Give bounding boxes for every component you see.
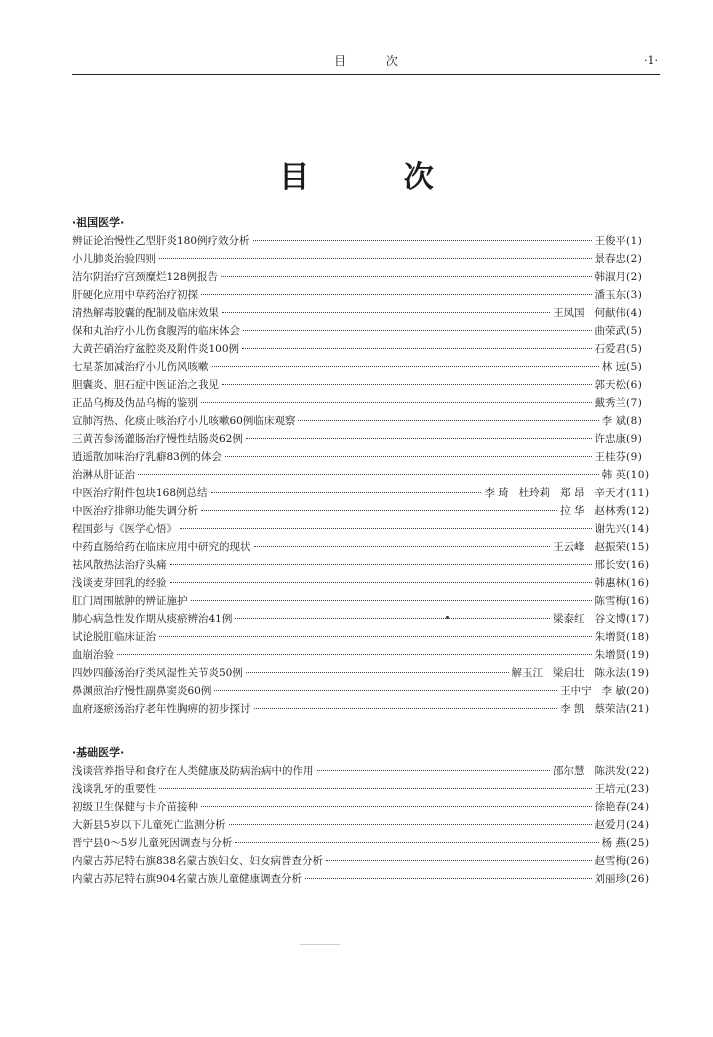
entry-page: (19) <box>626 667 650 679</box>
dot-leader <box>159 782 592 789</box>
entry-title: 大黄芒硝治疗盆腔炎及附件炎100例 <box>72 343 240 355</box>
entry-author: 戴秀兰 <box>594 397 626 409</box>
entry-author: 梁泰红 <box>553 613 585 625</box>
entry-title: 内蒙古苏尼特右旗904名蒙古族儿童健康调查分析 <box>72 873 303 885</box>
entry-author: 辛天才 <box>594 487 626 499</box>
section-tcm <box>72 214 662 718</box>
toc-entry <box>72 268 662 286</box>
toc-entry <box>72 852 662 870</box>
entry-page: (16) <box>626 559 650 571</box>
entry-title: 血崩治验 <box>72 649 114 661</box>
toc-entry <box>72 664 662 682</box>
dot-leader <box>326 854 591 861</box>
entry-title: 鼻渊煎治疗慢性副鼻窦炎60例 <box>72 685 212 697</box>
running-header <box>72 44 660 75</box>
entry-author: 景春忠 <box>594 253 626 265</box>
toc-entry <box>72 232 662 250</box>
toc-entry <box>72 286 662 304</box>
dot-leader <box>253 234 592 241</box>
entry-page: (1) <box>626 235 643 247</box>
entry-author: 王中宁 <box>560 685 592 697</box>
entry-page: (6) <box>626 379 643 391</box>
toc-entry <box>72 816 662 834</box>
toc-entry <box>72 430 662 448</box>
entry-page: (4) <box>626 307 643 319</box>
dot-leader <box>201 504 557 511</box>
dot-leader <box>235 836 598 843</box>
entry-page: (23) <box>626 783 650 795</box>
entry-title: 宣肺泻热、化痰止咳治疗小儿咳嗽60例临床观察 <box>72 415 296 427</box>
dot-leader <box>222 306 550 313</box>
toc-entry <box>72 610 662 628</box>
entry-title: 初级卫生保健与卡介苗接种 <box>72 801 198 813</box>
dot-leader <box>180 522 592 529</box>
entry-page: (17) <box>626 613 650 625</box>
dot-leader <box>246 432 592 439</box>
entry-author: 邢长安 <box>594 559 626 571</box>
entry-title: 祛风散热法治疗头痛 <box>72 559 167 571</box>
entry-author: 梁启壮 <box>553 667 585 679</box>
toc-entry <box>72 700 662 718</box>
entry-author: 郑 昂 <box>560 487 585 499</box>
entry-title: 保和丸治疗小儿伤食腹泻的临床体会 <box>72 325 240 337</box>
entry-author: 石爱君 <box>594 343 626 355</box>
entry-page: (12) <box>626 505 650 517</box>
toc-entry <box>72 762 662 780</box>
entry-page: (2) <box>626 253 643 265</box>
entry-author: 蔡荣洁 <box>594 703 626 715</box>
toc-entry <box>72 798 662 816</box>
dot-leader <box>225 450 592 457</box>
entry-title: 三黄苦参汤灌肠治疗慢性结肠炎62例 <box>72 433 243 445</box>
toc-entry <box>72 556 662 574</box>
entry-author: 杨 燕 <box>601 837 626 849</box>
dot-leader <box>243 324 592 331</box>
entry-page: (3) <box>626 289 643 301</box>
dot-leader <box>317 764 551 771</box>
section-basic-medicine <box>72 744 662 888</box>
entry-author: 朱增贤 <box>594 649 626 661</box>
entry-author: 郭天松 <box>594 379 626 391</box>
entry-author: 李 斌 <box>601 415 626 427</box>
entry-title: 洁尔阴治疗宫颈糜烂128例报告 <box>72 271 219 283</box>
entry-author: 拉 华 <box>560 505 585 517</box>
entry-author: 王俊平 <box>594 235 626 247</box>
dot-leader <box>235 612 550 619</box>
dot-leader <box>254 702 558 709</box>
dot-leader <box>170 576 592 583</box>
entry-page: (14) <box>626 523 650 535</box>
toc-entry <box>72 502 662 520</box>
entry-page: (9) <box>626 451 643 463</box>
toc-entry <box>72 358 662 376</box>
dot-leader <box>201 288 592 295</box>
page-number: ·1· <box>644 54 658 67</box>
entry-title: 血府逐瘀汤治疗老年性胸痹的初步探讨 <box>72 703 251 715</box>
toc-entry <box>72 466 662 484</box>
entry-author: 王凤国 <box>553 307 585 319</box>
dot-leader <box>242 342 591 349</box>
entry-title: 浅谈营养指导和食疗在人类健康及防病治病中的作用 <box>72 765 314 777</box>
entry-author: 韩淑月 <box>594 271 626 283</box>
entry-author: 何献伟 <box>594 307 626 319</box>
entry-author: 杜玲莉 <box>518 487 551 499</box>
entry-author: 陈雪梅 <box>594 595 626 607</box>
dot-leader <box>159 252 592 259</box>
entry-page: (2) <box>626 271 643 283</box>
toc-entry <box>72 322 662 340</box>
entry-title: 试论脱肛临床证治 <box>72 631 156 643</box>
entry-page: (9) <box>626 433 643 445</box>
entry-page: (24) <box>626 819 650 831</box>
entry-author: 潘玉东 <box>594 289 626 301</box>
dot-leader <box>214 684 557 691</box>
entry-title: 中医治疗排卵功能失调分析 <box>72 505 198 517</box>
entry-title: 四妙四藤汤治疗类风湿性关节炎50例 <box>72 667 243 679</box>
entry-page: (22) <box>626 765 650 777</box>
dot-leader <box>138 468 599 475</box>
entry-page: (26) <box>626 855 650 867</box>
entry-page: (8) <box>626 415 643 427</box>
toc-entry <box>72 250 662 268</box>
entry-author: 林 远 <box>601 361 626 373</box>
entry-author: 赵林秀 <box>594 505 626 517</box>
dot-leader <box>229 818 592 825</box>
entry-title: 中医治疗附件包块168例总结 <box>72 487 208 499</box>
entry-author: 朱增贤 <box>594 631 626 643</box>
dot-leader <box>159 630 592 637</box>
entry-title: 小儿肺炎治验四则 <box>72 253 156 265</box>
entry-title: 正品乌梅及伪品乌梅的鉴别 <box>72 397 198 409</box>
entry-author: 王培元 <box>594 783 626 795</box>
entry-title: 肺心病急性发作期从痰瘀辨治41例 <box>72 613 233 625</box>
toc-entries <box>72 232 662 718</box>
entry-author: 解玉江 <box>511 667 543 679</box>
entry-author: 许忠康 <box>594 433 626 445</box>
entry-author: 邵尔慧 <box>553 765 585 777</box>
entry-title: 晋宁县0～5岁儿童死因调查与分析 <box>72 837 233 849</box>
entry-page: (19) <box>626 649 650 661</box>
entry-title: 胆囊炎、胆石症中医证治之我见 <box>72 379 219 391</box>
entry-title: 浅谈乳牙的重要性 <box>72 783 156 795</box>
entry-title: 清热解毒胶囊的配制及临床效果 <box>72 307 219 319</box>
stray-dot <box>446 616 449 619</box>
dot-leader <box>212 360 599 367</box>
entry-page: (26) <box>626 873 650 885</box>
toc-entry <box>72 870 662 888</box>
dot-leader <box>191 594 592 601</box>
entry-author: 李 敏 <box>601 685 626 697</box>
footer-rule <box>300 944 340 945</box>
entry-author: 陈永法 <box>594 667 626 679</box>
entry-author: 王云峰 <box>553 541 585 553</box>
toc-entry <box>72 646 662 664</box>
entry-page: (20) <box>626 685 650 697</box>
entry-title: 程国彭与《医学心悟》 <box>72 523 177 535</box>
toc-entry <box>72 394 662 412</box>
entry-author: 韩 英 <box>601 469 626 481</box>
entry-title: 浅谈麦芽回乳的经验 <box>72 577 167 589</box>
entry-page: (15) <box>626 541 650 553</box>
toc-entry <box>72 834 662 852</box>
dot-leader <box>170 558 592 565</box>
toc-entry <box>72 520 662 538</box>
entry-author: 谢先兴 <box>594 523 626 535</box>
toc-entry <box>72 574 662 592</box>
toc-entry <box>72 592 662 610</box>
dot-leader <box>298 414 598 421</box>
entry-author: 赵爱月 <box>594 819 626 831</box>
entry-title: 七星茶加减治疗小儿伤风咳嗽 <box>72 361 209 373</box>
entry-title: 大新县5岁以下儿童死亡监测分析 <box>72 819 226 831</box>
entry-author: 李 凯 <box>560 703 585 715</box>
entry-author: 谷文博 <box>594 613 626 625</box>
toc-entry <box>72 376 662 394</box>
entry-page: (5) <box>626 325 643 337</box>
entry-page: (24) <box>626 801 650 813</box>
dot-leader <box>211 486 482 493</box>
entry-page: (25) <box>626 837 650 849</box>
entry-page: (16) <box>626 577 650 589</box>
entry-author: 徐艳春 <box>594 801 626 813</box>
toc-entry <box>72 448 662 466</box>
toc-entry <box>72 628 662 646</box>
entry-author: 韩惠林 <box>594 577 626 589</box>
running-title: 目 次 <box>334 54 416 68</box>
dot-leader <box>254 540 551 547</box>
entry-page: (7) <box>626 397 643 409</box>
dot-leader <box>201 396 592 403</box>
entry-title: 肝硬化应用中草药治疗初探 <box>72 289 198 301</box>
entry-page: (10) <box>626 469 650 481</box>
toc-entry <box>72 780 662 798</box>
dot-leader <box>117 648 592 655</box>
toc-entry <box>72 304 662 322</box>
entry-author: 曲荣武 <box>594 325 626 337</box>
dot-leader <box>201 800 592 807</box>
toc-entry <box>72 340 662 358</box>
section-heading: ·祖国医学· <box>72 216 125 229</box>
dot-leader <box>222 378 592 385</box>
entry-page: (5) <box>626 361 643 373</box>
entry-author: 赵雪梅 <box>594 855 626 867</box>
entry-title: 治淋从肝证治 <box>72 469 135 481</box>
dot-leader <box>305 872 591 879</box>
entry-title: 辨证论治慢性乙型肝炎180例疗效分析 <box>72 235 250 247</box>
entry-author: 赵振荣 <box>594 541 626 553</box>
dot-leader <box>221 270 591 277</box>
entry-author: 李 琦 <box>484 487 509 499</box>
toc-entry <box>72 484 662 502</box>
entry-title: 中药直肠给药在临床应用中研究的现状 <box>72 541 251 553</box>
toc-entry <box>72 412 662 430</box>
page-title: 目 次 <box>279 160 476 195</box>
entry-title: 内蒙古苏尼特右旗838名蒙古族妇女、妇女病普查分析 <box>72 855 324 867</box>
section-heading: ·基础医学· <box>72 746 125 759</box>
toc-entries <box>72 762 662 888</box>
entry-title: 逍遥散加味治疗乳癖83例的体会 <box>72 451 222 463</box>
entry-author: 陈洪发 <box>594 765 626 777</box>
toc-entry <box>72 682 662 700</box>
entry-author: 刘丽珍 <box>594 873 626 885</box>
entry-title: 肛门周围脓肿的辨证施护 <box>72 595 188 607</box>
entry-page: (11) <box>626 487 650 499</box>
entry-author: 王桂芬 <box>594 451 626 463</box>
dot-leader <box>246 666 509 673</box>
entry-page: (16) <box>626 595 650 607</box>
entry-page: (18) <box>626 631 650 643</box>
entry-page: (5) <box>626 343 643 355</box>
entry-page: (21) <box>626 703 650 715</box>
toc-entry <box>72 538 662 556</box>
